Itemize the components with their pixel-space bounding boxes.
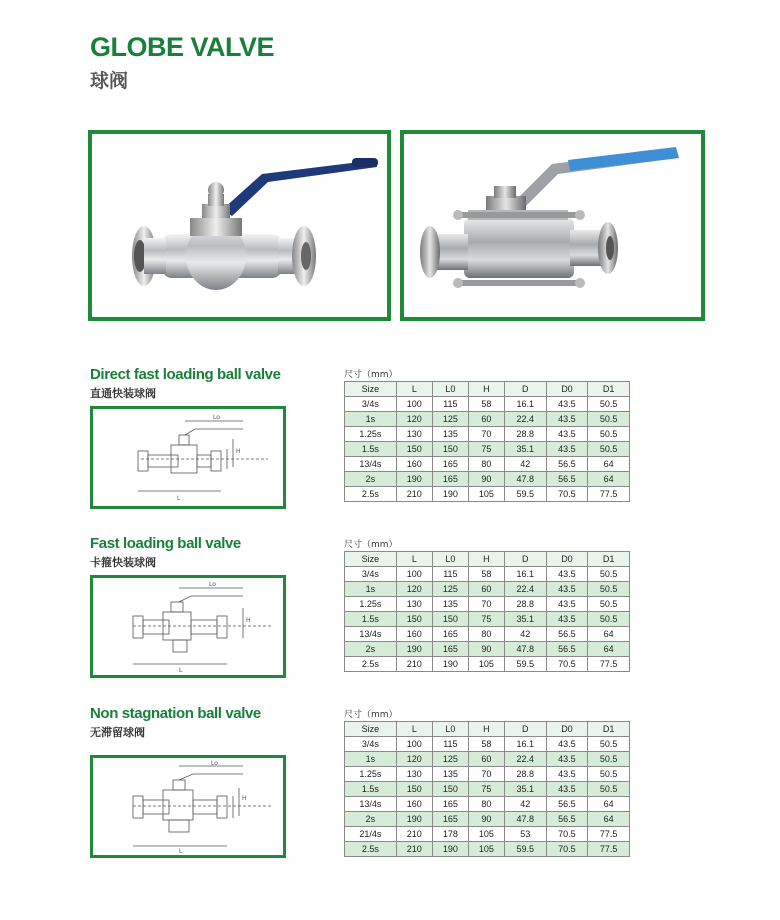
table-cell: 190 bbox=[396, 642, 432, 657]
technical-drawing-non-stagnation bbox=[90, 755, 286, 858]
page-subtitle: 球阀 bbox=[90, 70, 129, 92]
table-cell: 115 bbox=[432, 567, 468, 582]
table-cell: 210 bbox=[396, 842, 432, 857]
table-cell: 80 bbox=[468, 627, 504, 642]
table-cell: 47.8 bbox=[504, 642, 546, 657]
table-cell: 35.1 bbox=[504, 612, 546, 627]
table-cell: 43.5 bbox=[546, 612, 588, 627]
table-cell: 165 bbox=[432, 627, 468, 642]
table-cell: 64 bbox=[588, 812, 630, 827]
table-cell: 53 bbox=[504, 827, 546, 842]
table-cell: 165 bbox=[432, 642, 468, 657]
table-row bbox=[345, 582, 630, 597]
table-cell: 43.5 bbox=[546, 597, 588, 612]
table-cell: 190 bbox=[396, 812, 432, 827]
table-cell: 43.5 bbox=[546, 752, 588, 767]
spec-table-non-stagnation bbox=[344, 721, 630, 857]
table-cell: 150 bbox=[432, 442, 468, 457]
table-cell: 75 bbox=[468, 782, 504, 797]
column-header: D bbox=[504, 552, 546, 567]
table-cell: 77.5 bbox=[588, 657, 630, 672]
table-cell: 70 bbox=[468, 427, 504, 442]
product-photo-right bbox=[400, 130, 705, 321]
table-row bbox=[345, 412, 630, 427]
column-header: L0 bbox=[432, 722, 468, 737]
table-row bbox=[345, 797, 630, 812]
table-cell: 35.1 bbox=[504, 442, 546, 457]
table-cell: 135 bbox=[432, 767, 468, 782]
table-cell: 43.5 bbox=[546, 412, 588, 427]
table-cell: 56.5 bbox=[546, 797, 588, 812]
table-cell: 90 bbox=[468, 472, 504, 487]
table-cell: 120 bbox=[396, 752, 432, 767]
table-cell: 50.5 bbox=[588, 397, 630, 412]
table-row bbox=[345, 442, 630, 457]
table-cell: 58 bbox=[468, 397, 504, 412]
valve-drawing-svg bbox=[93, 578, 283, 675]
table-cell: 60 bbox=[468, 582, 504, 597]
table-header-row bbox=[345, 382, 630, 397]
section-title-cn-non-stagnation: 无滞留球阀 bbox=[90, 726, 145, 739]
table-cell: 125 bbox=[432, 412, 468, 427]
column-header: L0 bbox=[432, 552, 468, 567]
table-cell: 47.8 bbox=[504, 812, 546, 827]
table-cell: 160 bbox=[396, 457, 432, 472]
table-cell: 165 bbox=[432, 472, 468, 487]
column-header: H bbox=[468, 552, 504, 567]
table-cell: 50.5 bbox=[588, 567, 630, 582]
table-cell: 50.5 bbox=[588, 767, 630, 782]
table-row bbox=[345, 397, 630, 412]
column-header: Size bbox=[345, 552, 397, 567]
table-cell: 125 bbox=[432, 752, 468, 767]
column-header: Size bbox=[345, 382, 397, 397]
section-title-non-stagnation: Non stagnation ball valve bbox=[90, 705, 261, 722]
table-cell: 28.8 bbox=[504, 427, 546, 442]
section-title-cn-direct-fast-loading: 直通快装球阀 bbox=[90, 387, 156, 400]
table-cell: 190 bbox=[432, 487, 468, 502]
table-cell: 50.5 bbox=[588, 442, 630, 457]
drawing-label-h: H bbox=[236, 448, 241, 455]
table-row bbox=[345, 827, 630, 842]
table-cell: 42 bbox=[504, 627, 546, 642]
table-cell: 1s bbox=[345, 412, 397, 427]
table-cell: 150 bbox=[396, 442, 432, 457]
table-cell: 75 bbox=[468, 612, 504, 627]
column-header: D1 bbox=[588, 382, 630, 397]
table-cell: 64 bbox=[588, 797, 630, 812]
table-cell: 115 bbox=[432, 397, 468, 412]
table-cell: 50.5 bbox=[588, 597, 630, 612]
table-row bbox=[345, 752, 630, 767]
table-cell: 22.4 bbox=[504, 582, 546, 597]
table-cell: 13/4s bbox=[345, 797, 397, 812]
column-header: D0 bbox=[546, 552, 588, 567]
table-cell: 16.1 bbox=[504, 567, 546, 582]
table-cell: 70.5 bbox=[546, 842, 588, 857]
table-row bbox=[345, 657, 630, 672]
drawing-label-l: L bbox=[179, 848, 183, 855]
table-cell: 1.25s bbox=[345, 427, 397, 442]
column-header: L0 bbox=[432, 382, 468, 397]
table-cell: 178 bbox=[432, 827, 468, 842]
table-cell: 190 bbox=[396, 472, 432, 487]
table-cell: 150 bbox=[396, 782, 432, 797]
table-row bbox=[345, 597, 630, 612]
table-cell: 3/4s bbox=[345, 737, 397, 752]
table-cell: 210 bbox=[396, 827, 432, 842]
table-cell: 56.5 bbox=[546, 457, 588, 472]
table-cell: 70.5 bbox=[546, 657, 588, 672]
table-cell: 100 bbox=[396, 397, 432, 412]
table-cell: 3/4s bbox=[345, 397, 397, 412]
table-cell: 190 bbox=[432, 842, 468, 857]
table-cell: 43.5 bbox=[546, 427, 588, 442]
table-row bbox=[345, 782, 630, 797]
drawing-label-l: L bbox=[179, 667, 183, 674]
table-row bbox=[345, 767, 630, 782]
table-cell: 42 bbox=[504, 457, 546, 472]
table-cell: 64 bbox=[588, 642, 630, 657]
table-cell: 42 bbox=[504, 797, 546, 812]
table-cell: 56.5 bbox=[546, 812, 588, 827]
table-row bbox=[345, 472, 630, 487]
table-row bbox=[345, 612, 630, 627]
table-cell: 90 bbox=[468, 812, 504, 827]
table-header-row bbox=[345, 722, 630, 737]
table-header-row bbox=[345, 552, 630, 567]
table-row bbox=[345, 567, 630, 582]
table-cell: 56.5 bbox=[546, 642, 588, 657]
drawing-label-l: L bbox=[177, 495, 181, 502]
table-cell: 60 bbox=[468, 752, 504, 767]
table-cell: 165 bbox=[432, 797, 468, 812]
table-cell: 120 bbox=[396, 412, 432, 427]
table-cell: 43.5 bbox=[546, 582, 588, 597]
column-header: D0 bbox=[546, 722, 588, 737]
table-cell: 59.5 bbox=[504, 487, 546, 502]
table-row bbox=[345, 642, 630, 657]
table-cell: 77.5 bbox=[588, 487, 630, 502]
table-cell: 28.8 bbox=[504, 767, 546, 782]
table-cell: 58 bbox=[468, 737, 504, 752]
column-header: L bbox=[396, 552, 432, 567]
valve-drawing-svg bbox=[93, 409, 283, 506]
table-cell: 50.5 bbox=[588, 427, 630, 442]
table-cell: 120 bbox=[396, 582, 432, 597]
column-header: H bbox=[468, 382, 504, 397]
table-cell: 50.5 bbox=[588, 412, 630, 427]
table-cell: 56.5 bbox=[546, 472, 588, 487]
table-row bbox=[345, 457, 630, 472]
drawing-label-h: H bbox=[242, 795, 247, 802]
table-cell: 2.5s bbox=[345, 657, 397, 672]
section-title-cn-fast-loading: 卡箍快装球阀 bbox=[90, 556, 156, 569]
column-header: D bbox=[504, 382, 546, 397]
table-cell: 105 bbox=[468, 487, 504, 502]
table-cell: 130 bbox=[396, 427, 432, 442]
table-cell: 90 bbox=[468, 642, 504, 657]
ball-valve-photo-dark-handle bbox=[92, 134, 387, 317]
table-cell: 64 bbox=[588, 627, 630, 642]
table-cell: 3/4s bbox=[345, 567, 397, 582]
table-cell: 75 bbox=[468, 442, 504, 457]
column-header: L bbox=[396, 382, 432, 397]
column-header: D bbox=[504, 722, 546, 737]
column-header: D1 bbox=[588, 552, 630, 567]
table-cell: 130 bbox=[396, 767, 432, 782]
table-row bbox=[345, 842, 630, 857]
table-cell: 43.5 bbox=[546, 737, 588, 752]
table-cell: 35.1 bbox=[504, 782, 546, 797]
drawing-label-lo: Lo bbox=[213, 414, 220, 421]
table-cell: 2.5s bbox=[345, 487, 397, 502]
column-header: L bbox=[396, 722, 432, 737]
drawing-label-lo: Lo bbox=[211, 760, 218, 767]
table-cell: 22.4 bbox=[504, 752, 546, 767]
drawing-label-lo: Lo bbox=[209, 581, 216, 588]
table-cell: 160 bbox=[396, 627, 432, 642]
table-cell: 43.5 bbox=[546, 767, 588, 782]
table-cell: 70 bbox=[468, 767, 504, 782]
table-row bbox=[345, 627, 630, 642]
table-cell: 100 bbox=[396, 567, 432, 582]
table-cell: 64 bbox=[588, 472, 630, 487]
table-cell: 150 bbox=[432, 782, 468, 797]
table-cell: 2s bbox=[345, 472, 397, 487]
page-title: GLOBE VALVE bbox=[90, 32, 275, 62]
table-cell: 80 bbox=[468, 797, 504, 812]
technical-drawing-direct-fast-loading bbox=[90, 406, 286, 509]
table-cell: 1s bbox=[345, 752, 397, 767]
table-cell: 22.4 bbox=[504, 412, 546, 427]
table-cell: 77.5 bbox=[588, 827, 630, 842]
table-cell: 59.5 bbox=[504, 657, 546, 672]
table-cell: 190 bbox=[432, 657, 468, 672]
table-cell: 77.5 bbox=[588, 842, 630, 857]
drawing-label-h: H bbox=[246, 617, 251, 624]
table-cell: 47.8 bbox=[504, 472, 546, 487]
table-row bbox=[345, 427, 630, 442]
ball-valve-photo-blue-handle bbox=[404, 134, 701, 317]
table-cell: 210 bbox=[396, 657, 432, 672]
table-cell: 165 bbox=[432, 812, 468, 827]
section-title-direct-fast-loading: Direct fast loading ball valve bbox=[90, 366, 281, 383]
unit-label-1: 尺寸（mm） bbox=[344, 370, 398, 380]
table-cell: 56.5 bbox=[546, 627, 588, 642]
table-cell: 105 bbox=[468, 827, 504, 842]
table-cell: 165 bbox=[432, 457, 468, 472]
column-header: Size bbox=[345, 722, 397, 737]
table-cell: 43.5 bbox=[546, 397, 588, 412]
spec-table-fast-loading bbox=[344, 551, 630, 672]
table-cell: 50.5 bbox=[588, 612, 630, 627]
table-cell: 13/4s bbox=[345, 627, 397, 642]
table-cell: 70.5 bbox=[546, 487, 588, 502]
table-row bbox=[345, 812, 630, 827]
table-cell: 50.5 bbox=[588, 752, 630, 767]
table-cell: 50.5 bbox=[588, 582, 630, 597]
table-cell: 70 bbox=[468, 597, 504, 612]
section-title-fast-loading: Fast loading ball valve bbox=[90, 535, 241, 552]
table-cell: 135 bbox=[432, 427, 468, 442]
table-cell: 130 bbox=[396, 597, 432, 612]
table-cell: 43.5 bbox=[546, 442, 588, 457]
table-cell: 1.25s bbox=[345, 767, 397, 782]
table-cell: 1.5s bbox=[345, 442, 397, 457]
table-cell: 1s bbox=[345, 582, 397, 597]
table-cell: 16.1 bbox=[504, 737, 546, 752]
table-cell: 16.1 bbox=[504, 397, 546, 412]
table-cell: 64 bbox=[588, 457, 630, 472]
table-cell: 100 bbox=[396, 737, 432, 752]
table-cell: 60 bbox=[468, 412, 504, 427]
table-cell: 80 bbox=[468, 457, 504, 472]
table-cell: 150 bbox=[432, 612, 468, 627]
technical-drawing-fast-loading bbox=[90, 575, 286, 678]
product-photo-left bbox=[88, 130, 391, 321]
table-cell: 2s bbox=[345, 642, 397, 657]
table-cell: 115 bbox=[432, 737, 468, 752]
valve-drawing-svg bbox=[93, 758, 283, 855]
column-header: H bbox=[468, 722, 504, 737]
table-cell: 150 bbox=[396, 612, 432, 627]
table-cell: 21/4s bbox=[345, 827, 397, 842]
column-header: D1 bbox=[588, 722, 630, 737]
table-cell: 43.5 bbox=[546, 567, 588, 582]
table-cell: 59.5 bbox=[504, 842, 546, 857]
table-cell: 125 bbox=[432, 582, 468, 597]
table-cell: 1.25s bbox=[345, 597, 397, 612]
table-row bbox=[345, 487, 630, 502]
table-cell: 135 bbox=[432, 597, 468, 612]
unit-label-2: 尺寸（mm） bbox=[344, 540, 398, 550]
table-cell: 2.5s bbox=[345, 842, 397, 857]
table-cell: 13/4s bbox=[345, 457, 397, 472]
table-cell: 1.5s bbox=[345, 612, 397, 627]
table-cell: 43.5 bbox=[546, 782, 588, 797]
table-cell: 28.8 bbox=[504, 597, 546, 612]
table-cell: 210 bbox=[396, 487, 432, 502]
table-cell: 160 bbox=[396, 797, 432, 812]
table-cell: 50.5 bbox=[588, 737, 630, 752]
table-cell: 1.5s bbox=[345, 782, 397, 797]
table-cell: 50.5 bbox=[588, 782, 630, 797]
table-cell: 105 bbox=[468, 657, 504, 672]
table-cell: 2s bbox=[345, 812, 397, 827]
spec-table-direct-fast-loading bbox=[344, 381, 630, 502]
table-cell: 58 bbox=[468, 567, 504, 582]
column-header: D0 bbox=[546, 382, 588, 397]
table-cell: 70.5 bbox=[546, 827, 588, 842]
table-row bbox=[345, 737, 630, 752]
table-cell: 105 bbox=[468, 842, 504, 857]
unit-label-3: 尺寸（mm） bbox=[344, 710, 398, 720]
